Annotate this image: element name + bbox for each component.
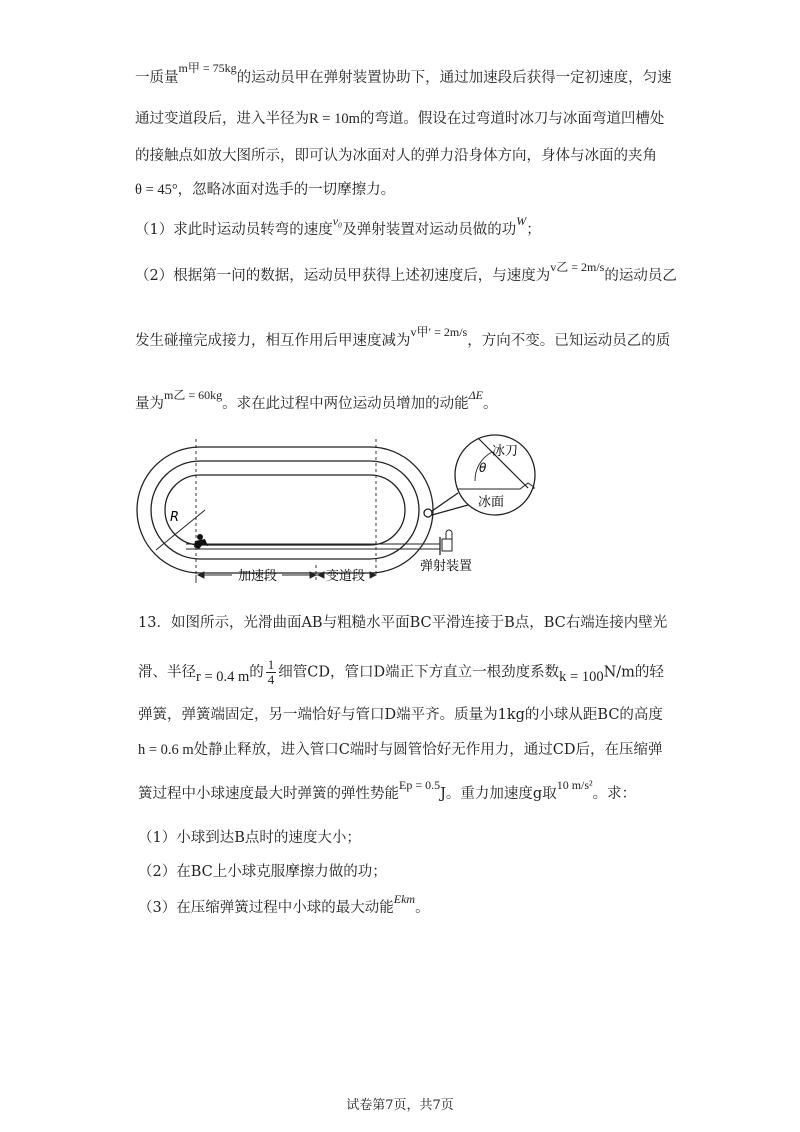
q12-part-2-line-2 (135, 325, 671, 351)
text: 的弯道。假设在过弯道时冰刀与冰面弯道凹槽处 (359, 111, 665, 127)
ice-label: 冰面 (478, 495, 505, 510)
text: 一质量 (135, 70, 179, 86)
lanechange-segment-label: 变道段 (326, 569, 366, 584)
q13-part-3 (138, 892, 430, 918)
text: （2）根据第一问的数据，运动员甲获得上述初速度后，与速度为 (135, 268, 551, 284)
blade-label: 冰刀 (492, 444, 519, 459)
text: 处静止释放，进入管口C端时与圆管恰好无作用力，通过CD后，在压缩弹 (193, 742, 663, 758)
h-formula: h = 0.6 m (138, 742, 194, 758)
text: 量为 (135, 396, 164, 412)
text: 的运动员乙 (604, 268, 677, 284)
page-footer: 试卷第7页，共7页 (346, 1098, 454, 1113)
v-yi-formula: v乙 = 2m/s (550, 260, 605, 274)
track-figure (0, 425, 800, 585)
text: 。求在此过程中两位运动员增加的动能 (222, 396, 469, 412)
text: 细管CD，管口D端正下方直立一根劲度系数 (278, 664, 560, 681)
q12-line-1 (135, 61, 672, 88)
text: 的运动员甲在弹射装置协助下，通过加速段后获得一定初速度，匀速 (236, 70, 672, 86)
w-symbol: W (516, 214, 527, 228)
text: ，忽略冰面对选手的一切摩擦力。 (177, 182, 396, 198)
text: 通过变道段后，进入半径为 (135, 111, 309, 127)
q12-part-2 (135, 260, 677, 286)
r-formula: r = 0.4 m (196, 668, 250, 685)
q13-part-1: （1）小球到达B点时的速度大小； (138, 830, 361, 846)
angle-formula: θ = 45° (135, 182, 178, 198)
text: 。 (482, 396, 498, 412)
q13-line-2 (138, 658, 664, 687)
text: 。求： (592, 786, 637, 802)
q13-line-5 (138, 778, 637, 804)
text: ； (526, 222, 541, 238)
text: 发生碰撞完成接力，相互作用后甲速度减为 (135, 333, 411, 349)
q12-line-4 (135, 180, 395, 200)
g-formula: 10 m/s² (556, 778, 593, 792)
ep-formula: Ep = 0.5 (399, 778, 441, 792)
quarter-fraction (266, 658, 277, 687)
contact-point (424, 509, 432, 517)
v-jia-formula: v甲′ = 2m/s (410, 325, 468, 339)
q12-line-3: 的接触点如放大图所示，即可认为冰面对人的弹力沿身体方向，身体与冰面的夹角 (135, 148, 657, 164)
text: J。重力加速度g取 (440, 786, 557, 802)
delta-e-symbol: ΔE (468, 388, 483, 402)
m-yi-formula: m乙 = 60kg (164, 388, 223, 402)
text: 及弹射装置对运动员做的功 (342, 222, 517, 238)
text: 簧过程中小球速度最大时弹簧的弹性势能 (138, 786, 399, 802)
text: 。 (415, 900, 430, 916)
q12-part-1 (135, 214, 541, 240)
text: 的 (249, 664, 264, 681)
text: （3）在压缩弹簧过程中小球的最大动能 (138, 900, 394, 916)
v0-symbol: v₀ (332, 214, 343, 228)
q12-line-2 (135, 109, 664, 129)
k-formula: k = 100 (559, 668, 604, 685)
q13-line-3: 弹簧，弹簧端固定，另一端恰好与管口D端平齐。质量为1kg的小球从距BC的高度 (138, 707, 663, 723)
theta-label: θ (479, 461, 487, 475)
frac-num: 1 (267, 657, 275, 672)
text: 滑、半径 (138, 664, 196, 681)
text: （1）求此时运动员转弯的速度 (135, 222, 333, 238)
mass-jia-formula: m甲 = 75kg (178, 61, 237, 75)
q13-line-4 (138, 740, 663, 760)
accel-segment-label: 加速段 (238, 569, 278, 584)
radius-label: R (170, 510, 180, 525)
q12-part-2-line-3 (135, 388, 498, 414)
ekm-symbol: Ekm (393, 892, 416, 906)
text: N/m的轻 (603, 664, 664, 681)
text: ，方向不变。已知运动员乙的质 (467, 333, 671, 349)
q13-line-1: 13．如图所示，光滑曲面AB与粗糙水平面BC平滑连接于B点，BC右端连接内壁光 (138, 615, 668, 631)
track-outer (137, 447, 433, 573)
frac-den: 4 (267, 672, 275, 687)
q13-part-2: （2）在BC上小球克服摩擦力做的功； (138, 864, 387, 880)
launcher-label: 弹射装置 (420, 559, 473, 574)
radius-formula: R = 10m (309, 111, 360, 127)
